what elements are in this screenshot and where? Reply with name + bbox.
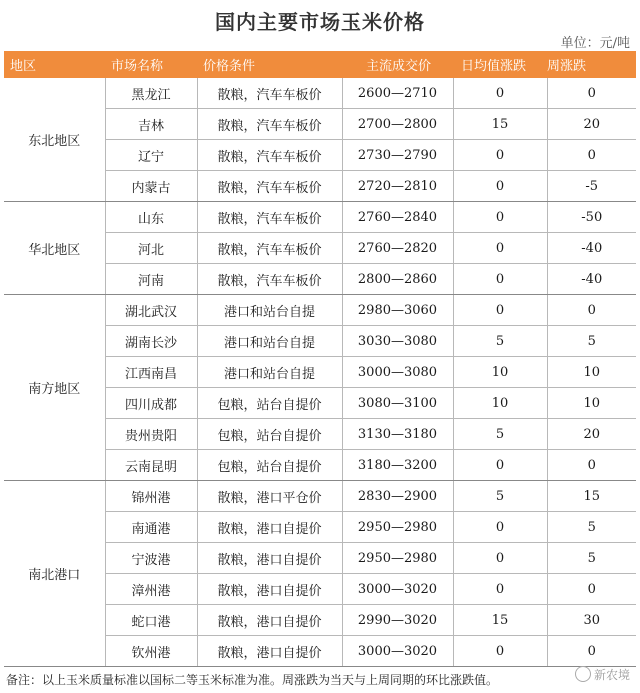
condition-cell: 港口和站台自提 <box>197 295 342 326</box>
region-cell: 东北地区 <box>4 78 105 202</box>
table-row <box>4 295 636 326</box>
price-cell: 2950—2980 <box>342 543 453 574</box>
condition-cell: 包粮，站台自提价 <box>197 450 342 481</box>
header-condition: 价格条件 <box>197 51 342 78</box>
price-cell: 3000—3080 <box>342 357 453 388</box>
region-cell: 南方地区 <box>4 295 105 481</box>
daily-change-cell: 5 <box>453 419 547 450</box>
weekly-change-cell: -50 <box>547 202 636 233</box>
weekly-change-cell: 10 <box>547 388 636 419</box>
header-daily-change: 日均值涨跌 <box>453 51 547 78</box>
weekly-change-cell: 5 <box>547 326 636 357</box>
market-cell: 漳州港 <box>105 574 197 605</box>
price-cell: 3000—3020 <box>342 574 453 605</box>
price-cell: 2800—2860 <box>342 264 453 295</box>
market-cell: 蛇口港 <box>105 605 197 636</box>
table-row <box>4 481 636 512</box>
daily-change-cell: 15 <box>453 605 547 636</box>
market-cell: 四川成都 <box>105 388 197 419</box>
daily-change-cell: 10 <box>453 357 547 388</box>
daily-change-cell: 5 <box>453 326 547 357</box>
header-market: 市场名称 <box>105 51 197 78</box>
header-weekly-change: 周涨跌 <box>547 51 636 78</box>
unit-label: 单位：元/吨 <box>560 36 630 51</box>
daily-change-cell: 5 <box>453 481 547 512</box>
market-cell: 锦州港 <box>105 481 197 512</box>
price-cell: 2760—2840 <box>342 202 453 233</box>
market-cell: 云南昆明 <box>105 450 197 481</box>
condition-cell: 散粮，汽车车板价 <box>197 202 342 233</box>
daily-change-cell: 15 <box>453 109 547 140</box>
condition-cell: 散粮，汽车车板价 <box>197 171 342 202</box>
condition-cell: 散粮，港口平仓价 <box>197 481 342 512</box>
daily-change-cell: 0 <box>453 295 547 326</box>
watermark <box>575 666 630 683</box>
table-body <box>4 78 636 667</box>
header-price: 主流成交价 <box>342 51 453 78</box>
market-cell: 湖南长沙 <box>105 326 197 357</box>
market-cell: 内蒙古 <box>105 171 197 202</box>
header-region: 地区 <box>4 51 105 78</box>
region-cell: 华北地区 <box>4 202 105 295</box>
price-cell: 2730—2790 <box>342 140 453 171</box>
market-cell: 黑龙江 <box>105 78 197 109</box>
price-cell: 3030—3080 <box>342 326 453 357</box>
region-cell: 南北港口 <box>4 481 105 667</box>
weekly-change-cell: 0 <box>547 450 636 481</box>
weekly-change-cell: 0 <box>547 140 636 171</box>
market-cell: 湖北武汉 <box>105 295 197 326</box>
market-cell: 钦州港 <box>105 636 197 667</box>
condition-cell: 包粮，站台自提价 <box>197 388 342 419</box>
price-cell: 3000—3020 <box>342 636 453 667</box>
weekly-change-cell: 5 <box>547 512 636 543</box>
price-cell: 2600—2710 <box>342 78 453 109</box>
market-cell: 宁波港 <box>105 543 197 574</box>
market-cell: 河南 <box>105 264 197 295</box>
price-table <box>4 51 636 667</box>
daily-change-cell: 0 <box>453 140 547 171</box>
condition-cell: 散粮，汽车车板价 <box>197 140 342 171</box>
condition-cell: 散粮，汽车车板价 <box>197 233 342 264</box>
price-cell: 2980—3060 <box>342 295 453 326</box>
daily-change-cell: 0 <box>453 543 547 574</box>
header-row <box>4 51 636 78</box>
weekly-change-cell: 15 <box>547 481 636 512</box>
daily-change-cell: 0 <box>453 233 547 264</box>
daily-change-cell: 0 <box>453 78 547 109</box>
price-cell: 2990—3020 <box>342 605 453 636</box>
weekly-change-cell: 0 <box>547 78 636 109</box>
condition-cell: 散粮，汽车车板价 <box>197 78 342 109</box>
condition-cell: 散粮，汽车车板价 <box>197 109 342 140</box>
price-cell: 2720—2810 <box>342 171 453 202</box>
daily-change-cell: 0 <box>453 202 547 233</box>
market-cell: 南通港 <box>105 512 197 543</box>
price-cell: 2700—2800 <box>342 109 453 140</box>
table-title: 国内主要市场玉米价格 <box>215 10 425 34</box>
price-cell: 3080—3100 <box>342 388 453 419</box>
price-cell: 3130—3180 <box>342 419 453 450</box>
market-cell: 吉林 <box>105 109 197 140</box>
table-row <box>4 78 636 109</box>
price-cell: 2950—2980 <box>342 512 453 543</box>
weekly-change-cell: 10 <box>547 357 636 388</box>
condition-cell: 散粮，港口自提价 <box>197 574 342 605</box>
market-cell: 河北 <box>105 233 197 264</box>
daily-change-cell: 0 <box>453 636 547 667</box>
daily-change-cell: 0 <box>453 171 547 202</box>
weekly-change-cell: 20 <box>547 109 636 140</box>
weekly-change-cell: -5 <box>547 171 636 202</box>
weekly-change-cell: 5 <box>547 543 636 574</box>
weekly-change-cell: 20 <box>547 419 636 450</box>
watermark-text: 新农境 <box>593 668 630 682</box>
condition-cell: 港口和站台自提 <box>197 326 342 357</box>
watermark-icon <box>575 666 591 682</box>
daily-change-cell: 0 <box>453 512 547 543</box>
price-cell: 2760—2820 <box>342 233 453 264</box>
daily-change-cell: 0 <box>453 574 547 605</box>
condition-cell: 包粮，站台自提价 <box>197 419 342 450</box>
weekly-change-cell: 0 <box>547 295 636 326</box>
condition-cell: 散粮，港口自提价 <box>197 543 342 574</box>
weekly-change-cell: 30 <box>547 605 636 636</box>
price-cell: 3180—3200 <box>342 450 453 481</box>
daily-change-cell: 0 <box>453 264 547 295</box>
market-cell: 贵州贵阳 <box>105 419 197 450</box>
weekly-change-cell: -40 <box>547 264 636 295</box>
table-row <box>4 202 636 233</box>
condition-cell: 散粮，港口自提价 <box>197 636 342 667</box>
condition-cell: 港口和站台自提 <box>197 357 342 388</box>
condition-cell: 散粮，汽车车板价 <box>197 264 342 295</box>
market-cell: 江西南昌 <box>105 357 197 388</box>
condition-cell: 散粮，港口自提价 <box>197 605 342 636</box>
footnote: 备注：以上玉米质量标准以国标二等玉米标准为准。周涨跌为当天与上周同期的环比涨跌值。 <box>6 673 499 687</box>
market-cell: 山东 <box>105 202 197 233</box>
daily-change-cell: 10 <box>453 388 547 419</box>
price-cell: 2830—2900 <box>342 481 453 512</box>
weekly-change-cell: -40 <box>547 233 636 264</box>
weekly-change-cell: 0 <box>547 574 636 605</box>
condition-cell: 散粮，港口自提价 <box>197 512 342 543</box>
daily-change-cell: 0 <box>453 450 547 481</box>
weekly-change-cell: 0 <box>547 636 636 667</box>
market-cell: 辽宁 <box>105 140 197 171</box>
